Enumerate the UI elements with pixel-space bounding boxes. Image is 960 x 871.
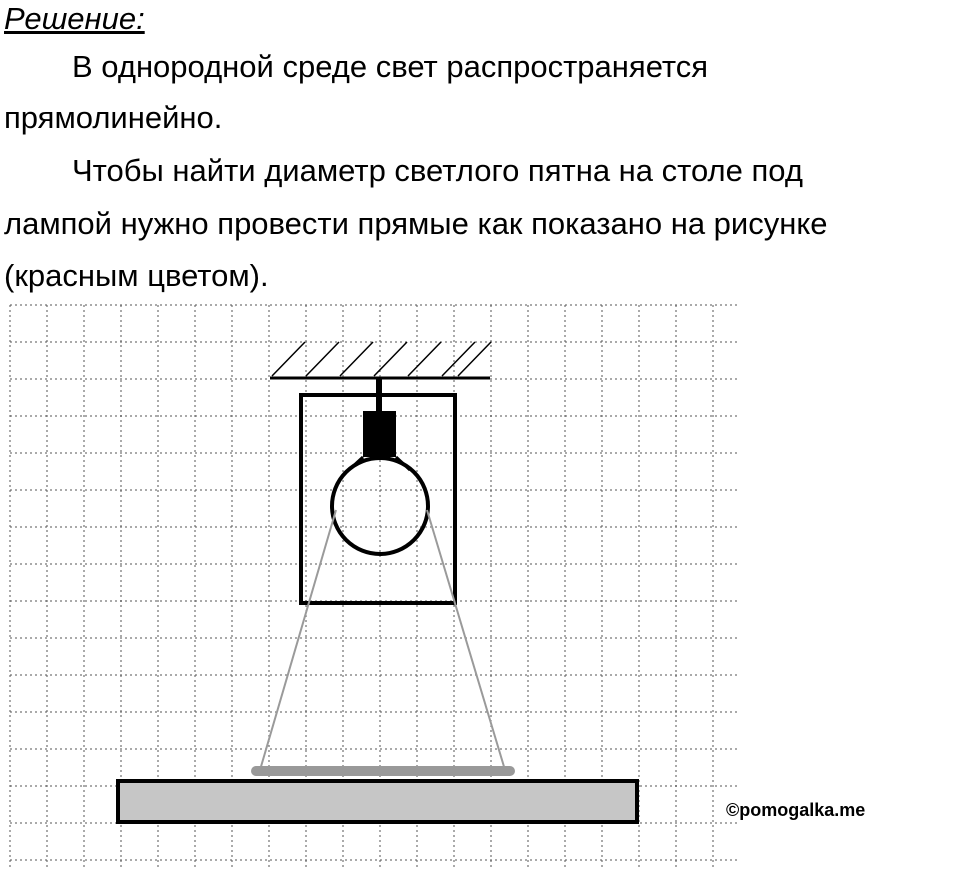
- paragraph-1-line-2: прямолинейно.: [4, 100, 223, 135]
- paragraph-1-line-1: В однородной среде свет распространяется: [72, 49, 709, 84]
- paragraph-2-line-3: (красным цветом).: [4, 258, 269, 293]
- lamp-socket: [363, 411, 396, 457]
- table-top: [118, 781, 637, 822]
- ceiling-hatching: [272, 342, 491, 376]
- watermark: ©pomogalka.me: [726, 800, 866, 820]
- light-ray-right: [427, 510, 505, 770]
- paragraph-2-line-1: Чтобы найти диаметр светлого пятна на столе под: [72, 153, 803, 188]
- light-ray-left: [260, 510, 336, 770]
- paragraph-2-line-2: лампой нужно провести прямые как показано на рисунке: [4, 206, 828, 241]
- heading: Решение:: [4, 1, 145, 36]
- lamp-diagram: [0, 290, 960, 871]
